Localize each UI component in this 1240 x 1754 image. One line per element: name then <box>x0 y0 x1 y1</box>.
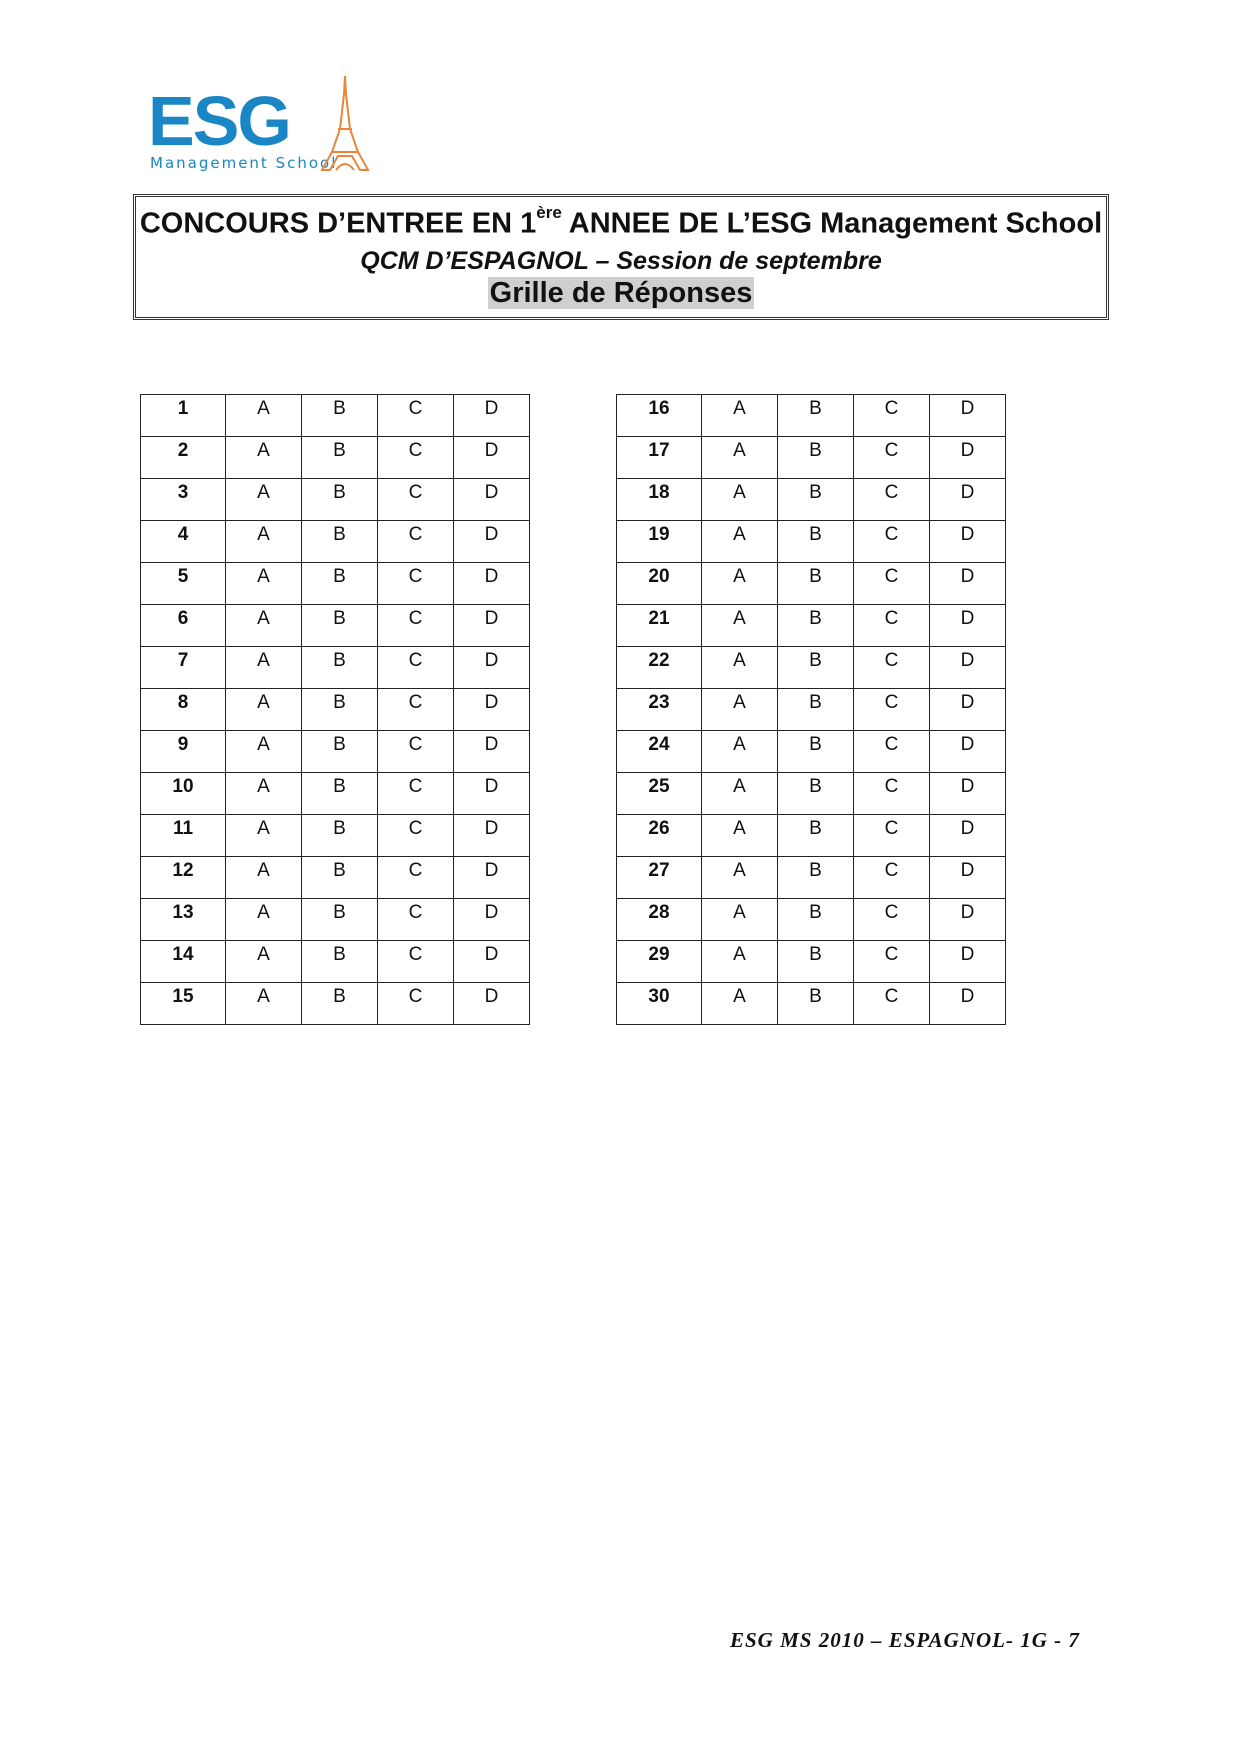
answer-option-d[interactable]: D <box>930 437 1006 479</box>
answer-option-c[interactable]: C <box>378 437 454 479</box>
esg-logo <box>148 74 368 174</box>
answer-option-c[interactable]: C <box>854 941 930 983</box>
answer-option-c[interactable]: C <box>378 773 454 815</box>
question-number: 30 <box>617 983 702 1025</box>
answer-option-a[interactable]: A <box>702 857 778 899</box>
answer-option-c[interactable]: C <box>854 689 930 731</box>
eiffel-tower-icon <box>320 74 370 174</box>
title-superscript: ère <box>536 203 562 222</box>
answer-option-a[interactable]: A <box>702 395 778 437</box>
answer-option-a[interactable]: A <box>226 899 302 941</box>
answer-option-d[interactable]: D <box>454 773 530 815</box>
answer-option-c[interactable]: C <box>378 689 454 731</box>
question-number: 25 <box>617 773 702 815</box>
answer-option-a[interactable]: A <box>702 521 778 563</box>
question-number: 18 <box>617 479 702 521</box>
answer-option-b[interactable]: B <box>778 647 854 689</box>
question-number: 9 <box>141 731 226 773</box>
answer-option-d[interactable]: D <box>930 605 1006 647</box>
question-number: 27 <box>617 857 702 899</box>
answer-option-a[interactable]: A <box>226 605 302 647</box>
answer-option-a[interactable]: A <box>702 437 778 479</box>
question-number: 1 <box>141 395 226 437</box>
question-number: 4 <box>141 521 226 563</box>
table-row <box>141 437 530 479</box>
table-row <box>141 395 530 437</box>
answer-option-b[interactable]: B <box>302 731 378 773</box>
answer-option-b[interactable]: B <box>302 899 378 941</box>
table-row <box>141 605 530 647</box>
table-row <box>617 857 1006 899</box>
answer-option-c[interactable]: C <box>378 563 454 605</box>
question-number: 24 <box>617 731 702 773</box>
answer-option-b[interactable]: B <box>302 983 378 1025</box>
question-number: 16 <box>617 395 702 437</box>
answer-option-a[interactable]: A <box>702 647 778 689</box>
question-number: 19 <box>617 521 702 563</box>
answer-option-a[interactable]: A <box>702 563 778 605</box>
title-part-2: ANNEE DE L’ESG Management School <box>561 207 1103 240</box>
answer-option-c[interactable]: C <box>378 605 454 647</box>
answer-option-b[interactable]: B <box>778 857 854 899</box>
answer-option-b[interactable]: B <box>778 731 854 773</box>
answer-option-b[interactable]: B <box>778 983 854 1025</box>
answer-option-c[interactable]: C <box>378 941 454 983</box>
answer-option-d[interactable]: D <box>454 941 530 983</box>
answer-option-a[interactable]: A <box>226 437 302 479</box>
question-number: 21 <box>617 605 702 647</box>
answer-option-b[interactable]: B <box>302 521 378 563</box>
answer-option-d[interactable]: D <box>454 395 530 437</box>
page-footer: ESG MS 2010 – ESPAGNOL- 1G - 7 <box>730 1628 1080 1652</box>
answer-option-c[interactable]: C <box>854 815 930 857</box>
answer-option-a[interactable]: A <box>702 689 778 731</box>
question-number: 3 <box>141 479 226 521</box>
answer-option-a[interactable]: A <box>226 941 302 983</box>
question-number: 10 <box>141 773 226 815</box>
question-number: 29 <box>617 941 702 983</box>
answer-option-b[interactable]: B <box>778 437 854 479</box>
table-row <box>617 899 1006 941</box>
answer-option-d[interactable]: D <box>930 773 1006 815</box>
table-row <box>617 773 1006 815</box>
answer-option-c[interactable]: C <box>378 983 454 1025</box>
answer-option-c[interactable]: C <box>854 395 930 437</box>
answer-option-c[interactable]: C <box>378 479 454 521</box>
logo-text: ESG <box>148 82 290 160</box>
answer-option-d[interactable]: D <box>930 521 1006 563</box>
table-row <box>141 521 530 563</box>
question-number: 28 <box>617 899 702 941</box>
answer-option-b[interactable]: B <box>778 521 854 563</box>
answer-option-b[interactable]: B <box>302 773 378 815</box>
answer-option-b[interactable]: B <box>778 479 854 521</box>
answer-option-a[interactable]: A <box>702 815 778 857</box>
answer-option-d[interactable]: D <box>454 815 530 857</box>
question-number: 15 <box>141 983 226 1025</box>
question-number: 14 <box>141 941 226 983</box>
answer-option-d[interactable]: D <box>454 689 530 731</box>
answer-option-a[interactable]: A <box>702 731 778 773</box>
table-row <box>617 605 1006 647</box>
answer-option-d[interactable]: D <box>454 857 530 899</box>
answer-option-a[interactable]: A <box>702 941 778 983</box>
answer-option-d[interactable]: D <box>454 605 530 647</box>
answer-option-b[interactable]: B <box>302 605 378 647</box>
answer-option-d[interactable]: D <box>454 437 530 479</box>
answer-option-d[interactable]: D <box>930 857 1006 899</box>
table-row <box>141 563 530 605</box>
answer-option-a[interactable]: A <box>226 479 302 521</box>
answer-option-a[interactable]: A <box>226 983 302 1025</box>
answer-option-a[interactable]: A <box>226 773 302 815</box>
question-number: 2 <box>141 437 226 479</box>
question-number: 17 <box>617 437 702 479</box>
answer-option-d[interactable]: D <box>454 479 530 521</box>
logo-subtitle: Management School <box>150 154 338 172</box>
table-row <box>617 689 1006 731</box>
answer-grid-left <box>140 394 530 1025</box>
question-number: 22 <box>617 647 702 689</box>
answer-option-c[interactable]: C <box>378 521 454 563</box>
table-row <box>617 521 1006 563</box>
table-row <box>617 437 1006 479</box>
table-row <box>617 563 1006 605</box>
answer-option-b[interactable]: B <box>778 605 854 647</box>
table-row <box>141 815 530 857</box>
answer-option-d[interactable]: D <box>930 563 1006 605</box>
answer-option-d[interactable]: D <box>930 815 1006 857</box>
answer-grid-right <box>616 394 1006 1025</box>
answer-option-c[interactable]: C <box>378 395 454 437</box>
table-row <box>617 647 1006 689</box>
question-number: 12 <box>141 857 226 899</box>
table-row <box>617 731 1006 773</box>
answer-option-c[interactable]: C <box>378 815 454 857</box>
answer-option-a[interactable]: A <box>226 689 302 731</box>
answer-option-b[interactable]: B <box>302 815 378 857</box>
answer-option-c[interactable]: C <box>854 647 930 689</box>
answer-option-c[interactable]: C <box>854 605 930 647</box>
answer-option-b[interactable]: B <box>778 941 854 983</box>
answer-option-a[interactable]: A <box>702 605 778 647</box>
answer-option-b[interactable]: B <box>302 857 378 899</box>
answer-option-a[interactable]: A <box>226 647 302 689</box>
table-row <box>141 731 530 773</box>
question-number: 23 <box>617 689 702 731</box>
answer-option-d[interactable]: D <box>454 647 530 689</box>
question-number: 20 <box>617 563 702 605</box>
question-number: 11 <box>141 815 226 857</box>
answer-option-c[interactable]: C <box>854 899 930 941</box>
answer-option-b[interactable]: B <box>778 563 854 605</box>
answer-option-d[interactable]: D <box>454 521 530 563</box>
title-part-1: CONCOURS D’ENTREE EN 1 <box>139 207 537 240</box>
answer-option-b[interactable]: B <box>302 395 378 437</box>
answer-option-c[interactable]: C <box>854 563 930 605</box>
header-box <box>133 194 1109 320</box>
answer-option-d[interactable]: D <box>930 899 1006 941</box>
answer-option-c[interactable]: C <box>378 647 454 689</box>
answer-option-d[interactable]: D <box>930 395 1006 437</box>
answer-option-c[interactable]: C <box>378 857 454 899</box>
answer-option-d[interactable]: D <box>930 647 1006 689</box>
table-row <box>141 773 530 815</box>
answer-option-a[interactable]: A <box>226 521 302 563</box>
answer-option-b[interactable]: B <box>302 563 378 605</box>
answer-option-b[interactable]: B <box>302 479 378 521</box>
answer-option-b[interactable]: B <box>302 437 378 479</box>
table-row <box>617 395 1006 437</box>
answer-option-b[interactable]: B <box>302 647 378 689</box>
page-title <box>136 203 1106 241</box>
answer-option-a[interactable]: A <box>702 479 778 521</box>
answer-option-d[interactable]: D <box>930 731 1006 773</box>
answer-option-b[interactable]: B <box>778 815 854 857</box>
answer-option-d[interactable]: D <box>930 941 1006 983</box>
answer-option-c[interactable]: C <box>854 437 930 479</box>
question-number: 7 <box>141 647 226 689</box>
table-row <box>141 857 530 899</box>
grid-title <box>136 277 1106 310</box>
table-row <box>141 479 530 521</box>
table-row <box>617 983 1006 1025</box>
answer-option-a[interactable]: A <box>702 773 778 815</box>
table-row <box>141 647 530 689</box>
answer-option-d[interactable]: D <box>454 731 530 773</box>
page-subtitle: QCM D’ESPAGNOL – Session de septembre <box>360 247 882 275</box>
table-row <box>141 689 530 731</box>
answer-option-a[interactable]: A <box>226 563 302 605</box>
answer-option-a[interactable]: A <box>226 815 302 857</box>
answer-option-b[interactable]: B <box>302 941 378 983</box>
answer-option-d[interactable]: D <box>454 563 530 605</box>
answer-option-d[interactable]: D <box>454 899 530 941</box>
answer-option-d[interactable]: D <box>454 983 530 1025</box>
answer-option-b[interactable]: B <box>778 395 854 437</box>
answer-option-b[interactable]: B <box>778 689 854 731</box>
table-row <box>141 941 530 983</box>
answer-option-c[interactable]: C <box>854 773 930 815</box>
table-row <box>617 479 1006 521</box>
table-row <box>617 941 1006 983</box>
answer-option-a[interactable]: A <box>226 857 302 899</box>
table-row <box>617 815 1006 857</box>
answer-option-a[interactable]: A <box>226 395 302 437</box>
table-row <box>141 899 530 941</box>
answer-option-c[interactable]: C <box>378 731 454 773</box>
answer-option-b[interactable]: B <box>302 689 378 731</box>
answer-option-c[interactable]: C <box>854 521 930 563</box>
answer-option-b[interactable]: B <box>778 773 854 815</box>
answer-option-a[interactable]: A <box>226 731 302 773</box>
answer-option-a[interactable]: A <box>702 983 778 1025</box>
question-number: 6 <box>141 605 226 647</box>
answer-option-d[interactable]: D <box>930 983 1006 1025</box>
question-number: 5 <box>141 563 226 605</box>
answer-option-c[interactable]: C <box>854 983 930 1025</box>
answer-option-c[interactable]: C <box>854 857 930 899</box>
answer-option-d[interactable]: D <box>930 689 1006 731</box>
question-number: 8 <box>141 689 226 731</box>
answer-option-c[interactable]: C <box>854 479 930 521</box>
grid-title-text: Grille de Réponses <box>489 277 753 309</box>
answer-option-c[interactable]: C <box>378 899 454 941</box>
answer-option-b[interactable]: B <box>778 899 854 941</box>
answer-option-a[interactable]: A <box>702 899 778 941</box>
answer-option-c[interactable]: C <box>854 731 930 773</box>
answer-option-d[interactable]: D <box>930 479 1006 521</box>
question-number: 26 <box>617 815 702 857</box>
table-row <box>141 983 530 1025</box>
question-number: 13 <box>141 899 226 941</box>
